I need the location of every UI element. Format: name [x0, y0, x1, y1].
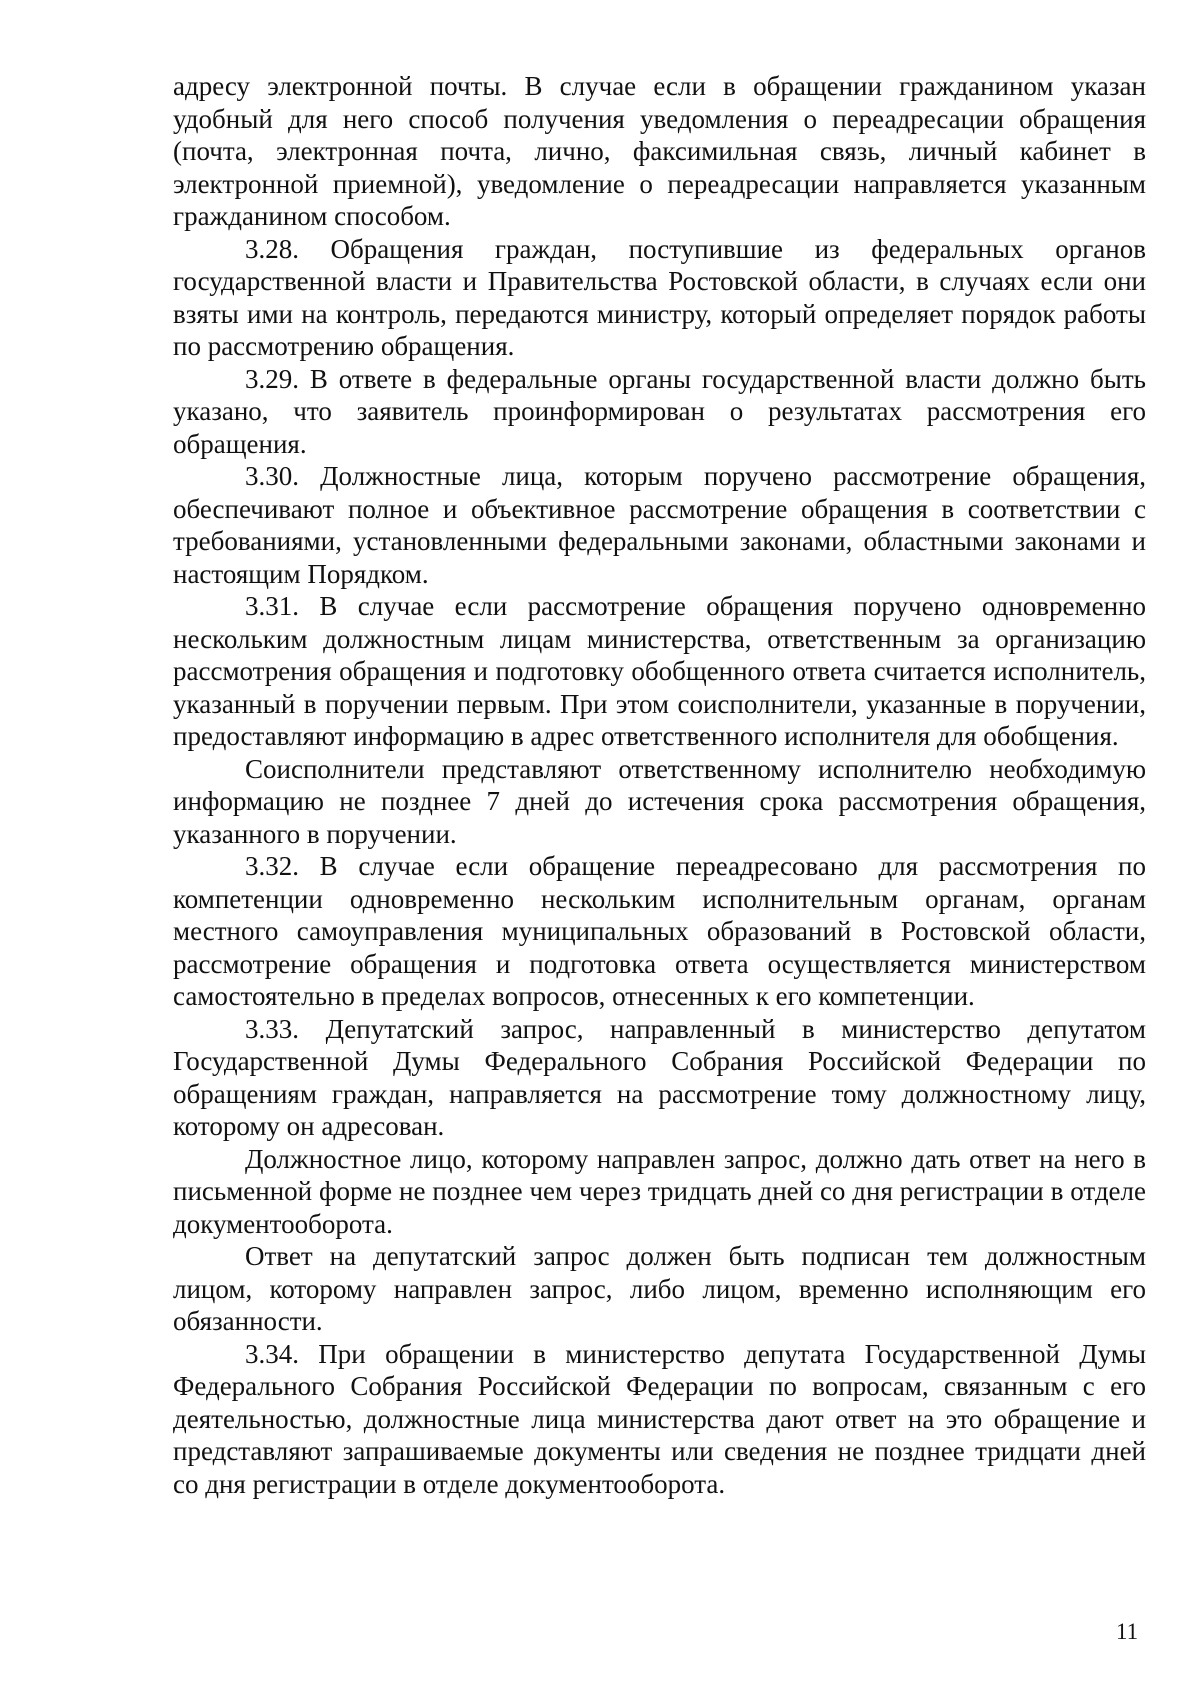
- paragraph-3-30: 3.30. Должностные лица, которым поручено рассмотрение обращения, обеспечивают полное и объективное рассмотрение обращения в соответствии с требованиями, установленными федеральными законами, областными законами и настоящим Порядком.: [173, 461, 1146, 589]
- paragraph-3-34: 3.34. При обращении в министерство депутата Государственной Думы Федерального Собрания Российской Федерации по вопросам, связанным с его деятельностью, должностные лица министерства дают ответ на это обращение и представляют запрашиваемые документы или сведения не позднее тридцати дней со дня регистрации в отделе документооборота.: [173, 1338, 1146, 1499]
- page-number: 11: [1116, 1619, 1139, 1644]
- paragraph-official-response: Должностное лицо, которому направлен запрос, должно дать ответ на него в письменной форме не позднее чем через тридцать дней со дня регистрации в отделе документооборота.: [173, 1143, 1146, 1239]
- document-body: [173, 70, 1146, 1500]
- paragraph-3-29: 3.29. В ответе в федеральные органы государственной власти должно быть указано, что заявитель проинформирован о результатах рассмотрения его обращения.: [173, 363, 1146, 459]
- paragraph-co-executors: Соисполнители представляют ответственному исполнителю необходимую информацию не позднее 7 дней до истечения срока рассмотрения обращения, указанного в поручении.: [173, 753, 1146, 849]
- paragraph-3-32: 3.32. В случае если обращение переадресовано для рассмотрения по компетенции одновременно нескольким исполнительным органам, органам местного самоуправления муниципальных образований в Ростовской области, рассмотрение обращения и подготовка ответа осуществляется министерством самостоятельно в пределах вопросов, отнесенных к его компетенции.: [173, 851, 1146, 1011]
- paragraph-3-33: 3.33. Депутатский запрос, направленный в министерство депутатом Государственной Думы Федерального Собрания Российской Федерации по обращениям граждан, направляется на рассмотрение тому должностному лицу, которому он адресован.: [173, 1013, 1146, 1141]
- paragraph-continuation: адресу электронной почты. В случае если в обращении гражданином указан удобный для него способ получения уведомления о переадресации обращения (почта, электронная почта, лично, факсимильная связь, личный кабинет в электронной приемной), уведомление о переадресации направляется указанным гражданином способом.: [173, 71, 1146, 231]
- paragraph-3-31: 3.31. В случае если рассмотрение обращения поручено одновременно нескольким должностным лицам министерства, ответственным за организацию рассмотрения обращения и подготовку обобщенного ответа считается исполнитель, указанный в поручении первым. При этом соисполнители, указанные в поручении, предоставляют информацию в адрес ответственного исполнителя для обобщения.: [173, 591, 1146, 751]
- paragraph-deputy-request-signature: Ответ на депутатский запрос должен быть подписан тем должностным лицом, которому направлен запрос, либо лицом, временно исполняющим его обязанности.: [173, 1241, 1146, 1336]
- paragraph-3-28: 3.28. Обращения граждан, поступившие из федеральных органов государственной власти и Правительства Ростовской области, в случаях если они взяты ими на контроль, передаются министру, который определяет порядок работы по рассмотрению обращения.: [173, 233, 1146, 361]
